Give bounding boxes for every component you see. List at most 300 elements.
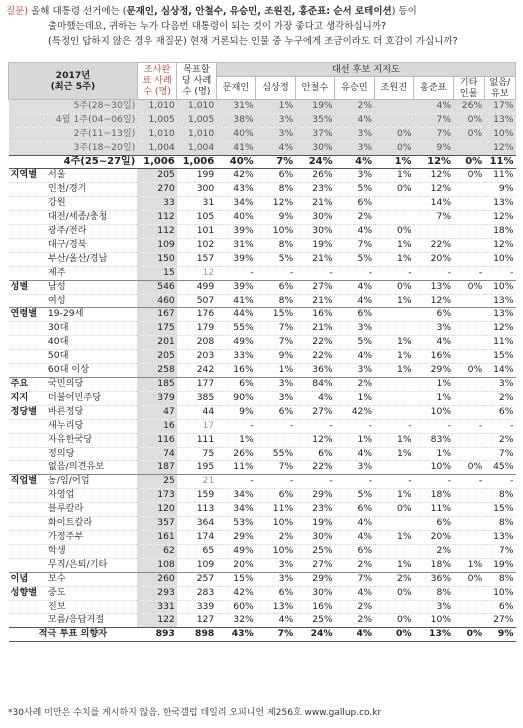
pct-cell: - (335, 266, 374, 280)
pct-cell: 4% (414, 336, 453, 350)
pct-cell: 13% (484, 197, 515, 211)
pct-cell (374, 517, 413, 531)
category-label: 정당별 (9, 405, 46, 419)
pct-cell: 4% (256, 614, 295, 628)
survey-count-header: 조사완료 사례수 (명) (137, 63, 176, 100)
pct-cell: 30% (295, 225, 334, 239)
subgroup-label: 광주/전라 (46, 225, 137, 239)
pct-cell: 15% (216, 572, 255, 586)
subgroup-label: 제주 (46, 266, 137, 280)
pct-cell: 4% (256, 141, 295, 155)
pct-cell: 9% (256, 350, 295, 364)
pct-cell: 3% (335, 127, 374, 141)
category-label (9, 322, 46, 336)
subgroup-label: 여성 (46, 294, 137, 308)
current-row (9, 155, 516, 169)
table-row (9, 294, 516, 308)
period-label: 4주(25~27일) (9, 155, 138, 169)
table-row (9, 225, 516, 239)
pct-cell: 6% (484, 405, 515, 419)
pct-cell: 3% (335, 322, 374, 336)
target-count: 499 (177, 280, 216, 294)
table-row (9, 169, 516, 183)
category-label (9, 530, 46, 544)
pct-cell: 14% (484, 364, 515, 378)
pct-cell: 15% (484, 503, 515, 517)
survey-count: 258 (137, 364, 176, 378)
survey-count: 893 (137, 628, 176, 642)
pct-cell: 0% (453, 127, 484, 141)
target-count: 1,006 (177, 155, 216, 169)
pct-cell: - (374, 475, 413, 489)
target-count: 300 (177, 183, 216, 197)
pct-cell: - (374, 419, 413, 433)
pct-cell: 1% (374, 169, 413, 183)
question-line-3: (특정인 답하지 않은 경우 재질문) 현재 거론되는 인물 중 누구에게 조금이라도 더 호감이 가십니까? (48, 36, 458, 47)
pct-cell: 38% (216, 113, 255, 127)
category-label: 성별 (9, 280, 46, 294)
pct-cell (453, 336, 484, 350)
pct-cell (453, 238, 484, 252)
pct-cell (453, 141, 484, 155)
table-row (9, 350, 516, 364)
pct-cell (453, 197, 484, 211)
pct-cell (453, 211, 484, 225)
pct-cell: 49% (216, 336, 255, 350)
survey-count: 175 (137, 322, 176, 336)
pct-cell: 4% (414, 99, 453, 113)
pct-cell: 3% (256, 378, 295, 392)
pct-cell: 0% (374, 628, 413, 642)
pct-cell: 4% (335, 113, 374, 127)
subgroup-label: 30대 (46, 322, 137, 336)
pct-cell: 1% (374, 350, 413, 364)
pct-cell: 21% (295, 252, 334, 266)
table-row (9, 489, 516, 503)
survey-count: 47 (137, 405, 176, 419)
pct-cell: 5% (335, 183, 374, 197)
subgroup-label: 19-29세 (46, 308, 137, 322)
pct-cell: 8% (414, 586, 453, 600)
pct-cell: 3% (414, 322, 453, 336)
category-label (9, 294, 46, 308)
subgroup-label: 부산/울산/경남 (46, 252, 137, 266)
pct-cell: 18% (484, 225, 515, 239)
pct-cell: 20% (414, 530, 453, 544)
pct-cell: 12% (414, 155, 453, 169)
pct-cell: 2% (335, 558, 374, 572)
pct-cell: 5% (256, 252, 295, 266)
pct-cell: 9% (216, 405, 255, 419)
pct-cell: 1% (335, 433, 374, 447)
pct-cell: 1% (374, 294, 413, 308)
table-row (9, 266, 516, 280)
target-count: 195 (177, 461, 216, 475)
pct-cell: 83% (414, 433, 453, 447)
pct-cell: 6% (414, 308, 453, 322)
survey-count: 167 (137, 308, 176, 322)
pct-cell (453, 517, 484, 531)
subgroup-label: 새누리당 (46, 419, 137, 433)
category-label (9, 433, 46, 447)
total-label: 적극 투표 의향자 (9, 628, 138, 642)
pct-cell: 6% (335, 308, 374, 322)
pct-cell: 39% (216, 225, 255, 239)
table-row (9, 530, 516, 544)
pct-cell: 37% (295, 127, 334, 141)
survey-count: 270 (137, 183, 176, 197)
pct-cell: 7% (256, 322, 295, 336)
survey-count: 173 (137, 489, 176, 503)
pct-cell: 19% (295, 99, 334, 113)
survey-count: 112 (137, 211, 176, 225)
subgroup-label: 남성 (46, 280, 137, 294)
target-count: 44 (177, 405, 216, 419)
pct-cell: 1% (374, 530, 413, 544)
category-label (9, 225, 46, 239)
table-row (9, 433, 516, 447)
pct-cell: 1% (414, 391, 453, 405)
pct-cell: 7% (256, 336, 295, 350)
candidate-header: 없음/ 유보 (484, 76, 515, 99)
pct-cell: 11% (414, 503, 453, 517)
subgroup-label: 정의당 (46, 447, 137, 461)
pct-cell: 4% (335, 294, 374, 308)
pct-cell: 3% (256, 113, 295, 127)
pct-cell: 2% (335, 211, 374, 225)
candidate-header: 안철수 (295, 76, 334, 99)
target-count: 283 (177, 586, 216, 600)
pct-cell: 12% (295, 433, 334, 447)
pct-cell: 6% (335, 503, 374, 517)
pct-cell: 25% (295, 544, 334, 558)
subgroup-label: 모름/응답거절 (46, 614, 137, 628)
pct-cell: - (453, 266, 484, 280)
table-row (9, 238, 516, 252)
pct-cell: 20% (216, 558, 255, 572)
table-row (9, 378, 516, 392)
pct-cell: 4% (335, 447, 374, 461)
pct-cell: 27% (484, 614, 515, 628)
candidate-header: 홍준표 (414, 76, 453, 99)
active-voter-row (9, 628, 516, 642)
pct-cell (453, 614, 484, 628)
pct-cell: 22% (414, 238, 453, 252)
pct-cell: 11% (216, 461, 255, 475)
pct-cell: 10% (414, 461, 453, 475)
pct-cell: 17% (484, 99, 515, 113)
pct-cell: 22% (295, 350, 334, 364)
target-count: 1,005 (177, 113, 216, 127)
pct-cell: 4% (335, 280, 374, 294)
target-count: 174 (177, 530, 216, 544)
pct-cell: 41% (216, 294, 255, 308)
pct-cell: 27% (295, 405, 334, 419)
category-label (9, 461, 46, 475)
pct-cell (453, 586, 484, 600)
category-label (9, 252, 46, 266)
pct-cell: - (256, 419, 295, 433)
pct-cell: 1% (374, 238, 413, 252)
table-row (9, 336, 516, 350)
pct-cell: 53% (216, 517, 255, 531)
target-count: 65 (177, 544, 216, 558)
pct-cell: 34% (216, 489, 255, 503)
pct-cell: - (295, 475, 334, 489)
pct-cell: 8% (484, 489, 515, 503)
table-row (9, 544, 516, 558)
period-label: 2주(11~13일) (9, 127, 138, 141)
pct-cell: 30% (295, 586, 334, 600)
survey-count: 379 (137, 391, 176, 405)
pct-cell: 1% (256, 99, 295, 113)
pct-cell: 21% (295, 294, 334, 308)
pct-cell: 0% (453, 364, 484, 378)
pct-cell: 1% (453, 558, 484, 572)
category-label (9, 447, 46, 461)
history-row (9, 141, 516, 155)
subgroup-label: 농/임/어업 (46, 475, 137, 489)
table-row (9, 322, 516, 336)
pct-cell: 13% (256, 600, 295, 614)
pct-cell: 13% (414, 628, 453, 642)
pct-cell: 13% (484, 294, 515, 308)
category-label: 직업별 (9, 475, 46, 489)
survey-count: 1,010 (137, 99, 176, 113)
pct-cell: 7% (484, 544, 515, 558)
pct-cell: 0% (453, 280, 484, 294)
pct-cell: 1% (216, 433, 255, 447)
pct-cell: 49% (216, 544, 255, 558)
pct-cell: 42% (216, 586, 255, 600)
pct-cell: 84% (295, 378, 334, 392)
pct-cell: 7% (335, 572, 374, 586)
pct-cell: - (414, 475, 453, 489)
category-label: 연령별 (9, 308, 46, 322)
footnote: *30사례 미만은 수치를 게시하지 않음. 한국갤럽 데일리 오피니언 제256호 www.gallup.co.kr (8, 708, 382, 718)
period-label: 5주(28~30일) (9, 99, 138, 113)
pct-cell (414, 225, 453, 239)
pct-cell: 39% (216, 280, 255, 294)
pct-cell: 12% (484, 141, 515, 155)
category-label (9, 197, 46, 211)
pct-cell: - (453, 419, 484, 433)
target-count: 364 (177, 517, 216, 531)
pct-cell: 9% (256, 211, 295, 225)
pct-cell (453, 391, 484, 405)
category-label (9, 544, 46, 558)
target-count: 242 (177, 364, 216, 378)
subgroup-label: 자영업 (46, 489, 137, 503)
table-header (9, 63, 516, 100)
pct-cell: 0% (453, 461, 484, 475)
survey-count: 116 (137, 433, 176, 447)
target-count: 17 (177, 419, 216, 433)
pct-cell: 13% (484, 530, 515, 544)
pct-cell: 44% (216, 308, 255, 322)
history-row (9, 113, 516, 127)
pct-cell: 24% (295, 628, 334, 642)
category-label (9, 350, 46, 364)
target-count: 159 (177, 489, 216, 503)
pct-cell (453, 225, 484, 239)
pct-cell: 1% (374, 364, 413, 378)
pct-cell: - (295, 419, 334, 433)
pct-cell: 0% (453, 572, 484, 586)
target-count: 208 (177, 336, 216, 350)
pct-cell: 2% (484, 433, 515, 447)
subgroup-label: 50대 (46, 350, 137, 364)
pct-cell: 42% (216, 169, 255, 183)
pct-cell: 1% (335, 391, 374, 405)
pct-cell: 16% (216, 364, 255, 378)
category-label (9, 558, 46, 572)
subgroup-label: 화이트칼라 (46, 517, 137, 531)
pct-cell: 1% (374, 433, 413, 447)
pct-cell: 7% (335, 238, 374, 252)
pct-cell (453, 322, 484, 336)
pct-cell: 2% (335, 99, 374, 113)
pct-cell: 1% (374, 336, 413, 350)
pct-cell: 0% (453, 169, 484, 183)
pct-cell: 3% (335, 364, 374, 378)
pct-cell: 3% (256, 127, 295, 141)
pct-cell: - (484, 419, 515, 433)
survey-count: 1,005 (137, 113, 176, 127)
pct-cell: 35% (295, 113, 334, 127)
pct-cell (453, 378, 484, 392)
pct-cell: 7% (414, 113, 453, 127)
pct-cell: 40% (216, 127, 255, 141)
pct-cell: 31% (216, 99, 255, 113)
pct-cell: 0% (374, 183, 413, 197)
pct-cell (374, 378, 413, 392)
pct-cell: 30% (295, 211, 334, 225)
table-row (9, 600, 516, 614)
pct-cell: 4% (335, 586, 374, 600)
target-count: 31 (177, 197, 216, 211)
pct-cell: 25% (295, 614, 334, 628)
pct-cell: 2% (256, 530, 295, 544)
pct-cell: 6% (414, 517, 453, 531)
pct-cell: 29% (295, 489, 334, 503)
pct-cell: 1% (374, 155, 413, 169)
question-label: 질문) (6, 6, 29, 17)
survey-count: 122 (137, 614, 176, 628)
pct-cell: 29% (295, 572, 334, 586)
table-row (9, 475, 516, 489)
table-row (9, 461, 516, 475)
survey-count: 460 (137, 294, 176, 308)
pct-cell: 12% (484, 238, 515, 252)
pct-cell: 6% (484, 600, 515, 614)
pct-cell: - (216, 475, 255, 489)
pct-cell (374, 211, 413, 225)
pct-cell (374, 600, 413, 614)
target-count: 203 (177, 350, 216, 364)
pct-cell (374, 308, 413, 322)
target-count: 176 (177, 308, 216, 322)
pct-cell: 27% (295, 280, 334, 294)
subgroup-label: 블루칼라 (46, 503, 137, 517)
pct-cell: 9% (484, 183, 515, 197)
table-row (9, 308, 516, 322)
pct-cell (374, 322, 413, 336)
target-count: 109 (177, 558, 216, 572)
pct-cell: 3% (414, 600, 453, 614)
table-row (9, 614, 516, 628)
category-label: 이념 (9, 572, 46, 586)
pct-cell: - (256, 475, 295, 489)
period-label: 3주(18~20일) (9, 141, 138, 155)
pct-cell: 6% (256, 280, 295, 294)
pct-cell: 0% (374, 141, 413, 155)
subgroup-label: 더불어민주당 (46, 391, 137, 405)
survey-count: 15 (137, 266, 176, 280)
candidate-header: 유승민 (335, 76, 374, 99)
pct-cell: 3% (256, 558, 295, 572)
table-row (9, 391, 516, 405)
target-count: 102 (177, 238, 216, 252)
pct-cell: 12% (484, 211, 515, 225)
pct-cell: 22% (295, 336, 334, 350)
pct-cell: 10% (414, 405, 453, 419)
pct-cell (374, 391, 413, 405)
target-count: 75 (177, 447, 216, 461)
pct-cell: 0% (453, 113, 484, 127)
pct-cell: 3% (335, 461, 374, 475)
survey-count: 108 (137, 558, 176, 572)
pct-cell: 0% (374, 225, 413, 239)
pct-cell (374, 99, 413, 113)
pct-cell: 23% (295, 503, 334, 517)
pct-cell: 6% (256, 489, 295, 503)
pct-cell: 7% (484, 447, 515, 461)
target-count: 1,004 (177, 141, 216, 155)
pct-cell: 16% (295, 600, 334, 614)
pct-cell: 16% (295, 308, 334, 322)
category-label: 성향별 (9, 586, 46, 600)
pct-cell: 22% (295, 461, 334, 475)
pct-cell: 40% (216, 211, 255, 225)
pct-cell: 10% (484, 280, 515, 294)
table-row (9, 197, 516, 211)
survey-count: 150 (137, 252, 176, 266)
pct-cell: 4% (335, 628, 374, 642)
pct-cell: 2% (335, 378, 374, 392)
pct-cell: 12% (414, 169, 453, 183)
pct-cell: 3% (256, 391, 295, 405)
pct-cell (453, 489, 484, 503)
subgroup-label: 대구/경북 (46, 238, 137, 252)
pct-cell: 15% (484, 350, 515, 364)
pct-cell: - (295, 266, 334, 280)
pct-cell: 18% (414, 489, 453, 503)
table-body (9, 99, 516, 641)
pct-cell (453, 530, 484, 544)
pct-cell: - (414, 419, 453, 433)
pct-cell: 26% (453, 99, 484, 113)
category-label: 주요 (9, 378, 46, 392)
subgroup-label: 가정주부 (46, 530, 137, 544)
category-label (9, 364, 46, 378)
target-count: 1,010 (177, 127, 216, 141)
survey-count: 1,004 (137, 141, 176, 155)
target-count: 157 (177, 252, 216, 266)
pct-cell: 13% (484, 308, 515, 322)
pct-cell: 3% (335, 169, 374, 183)
subgroup-label: 40대 (46, 336, 137, 350)
